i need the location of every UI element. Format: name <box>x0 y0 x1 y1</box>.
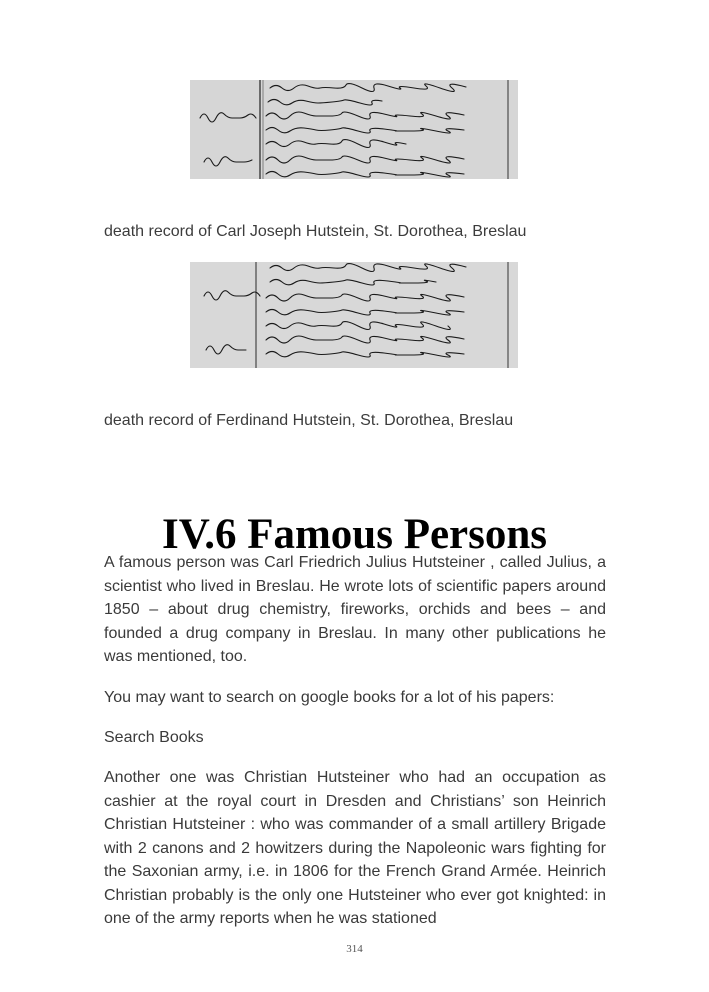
paragraph-christian-hutsteiner: Another one was Christian Hutsteiner who had an occupation as cashier at the royal court in Dresden and Christians’ son Heinrich Christian Hutsteiner : who was commander of a small artillery Brigade with 2 canons and 2 howitzers during the Napoleonic wars fighting for the Saxonian army, i.e. in 1806 for the French Grand Armée. Heinrich Christian probably is the only one Hutsteiner who ever got knighted: in one of the army reports when he was stationed <box>104 769 606 927</box>
paragraph-julius-hutsteiner: A famous person was Carl Friedrich Julius Hutsteiner , called Julius, a scientist who lived in Breslau. He wrote lots of scientific papers around 1850 – about drug chemistry, fireworks, orchids and bees – and founded a drug company in Breslau. In many other publications he was mentioned, too. <box>104 554 606 665</box>
handwriting-scan-1 <box>190 80 518 179</box>
death-record-image-ferdinand <box>190 262 518 368</box>
figure-caption-1: death record of Carl Joseph Hutstein, St. Dorothea, Breslau <box>104 223 527 240</box>
handwriting-scan-2 <box>190 262 518 368</box>
search-books-text: Search Books <box>104 729 204 746</box>
paragraph-google-books: You may want to search on google books for a lot of his papers: <box>104 689 555 706</box>
section-heading: IV.6 Famous Persons <box>161 510 548 558</box>
figure-caption-2: death record of Ferdinand Hutstein, St. Dorothea, Breslau <box>104 412 514 429</box>
page-number: 314 <box>346 943 363 955</box>
death-record-image-carl-joseph <box>190 80 518 179</box>
